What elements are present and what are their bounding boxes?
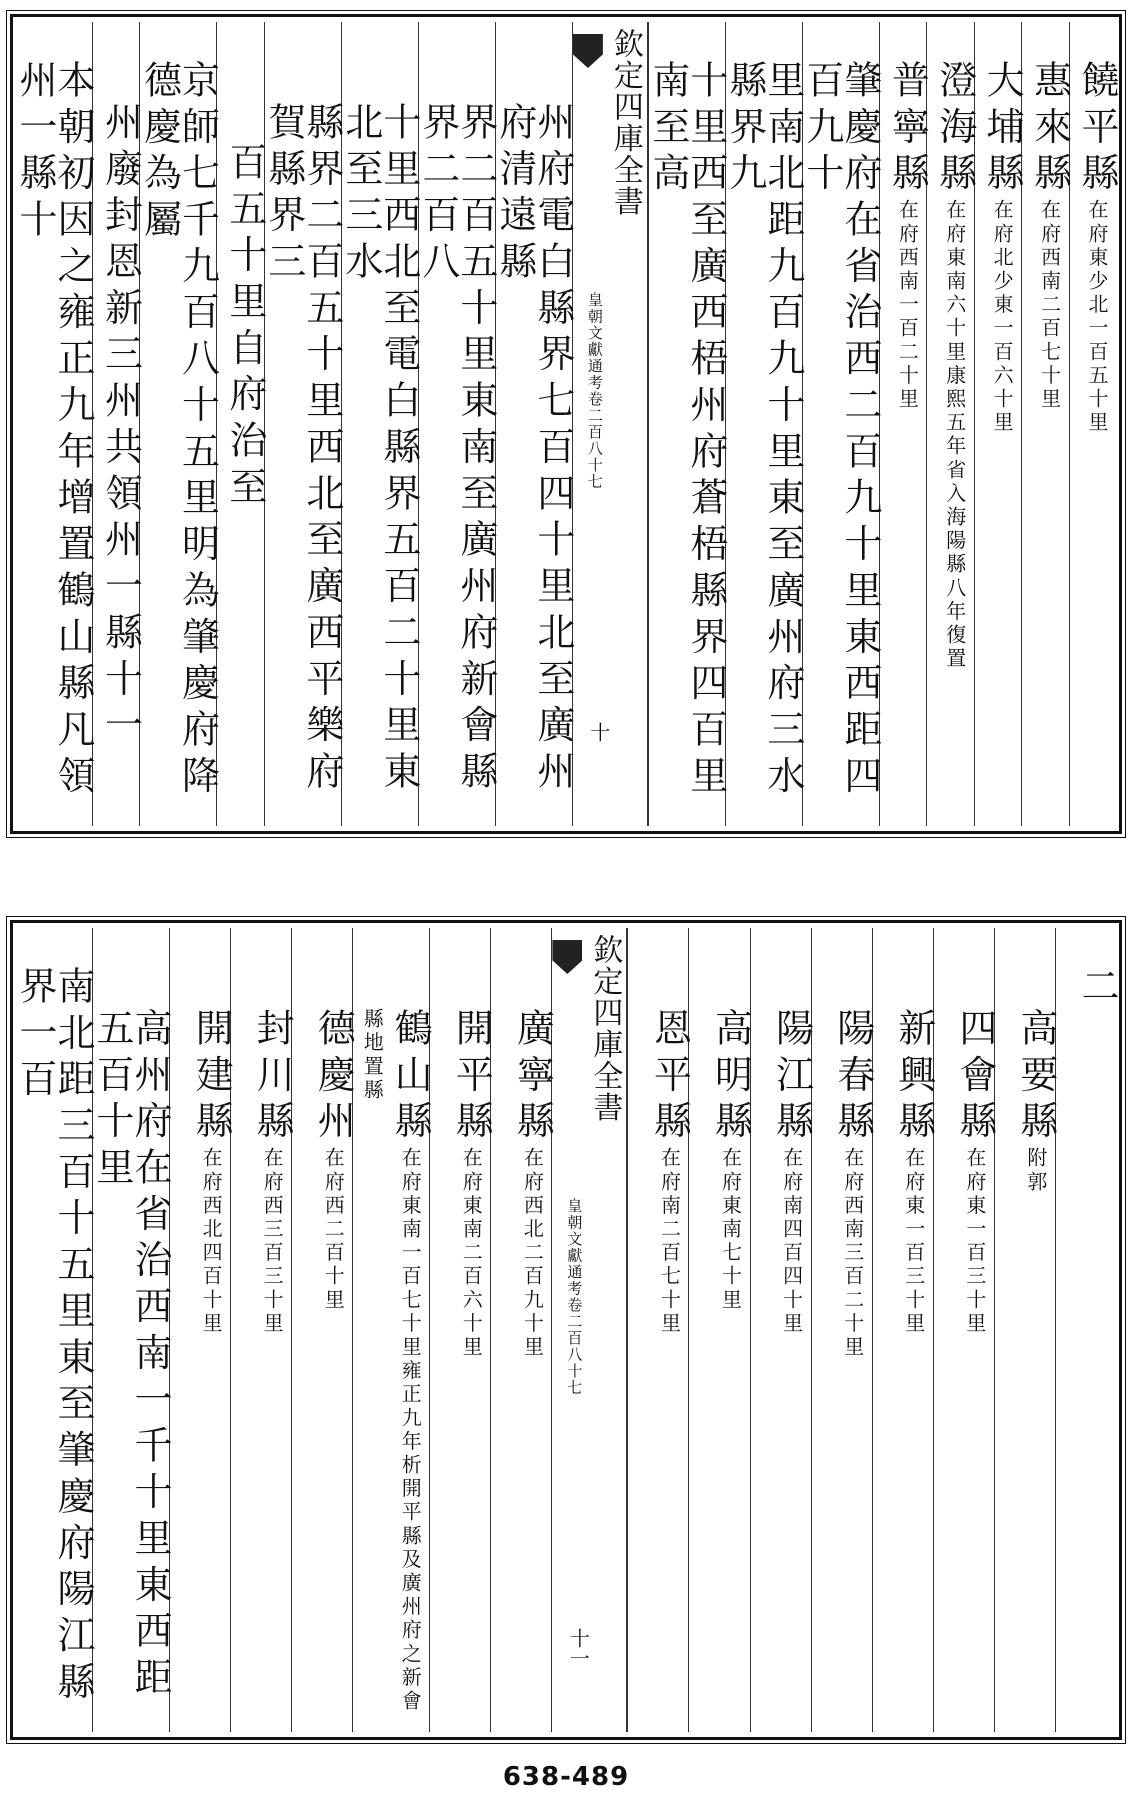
text-column: 縣界二百五十里西北至廣西平樂府賀縣界三 — [264, 22, 341, 826]
text-column: 封川縣在府西三百三十里 — [230, 928, 291, 1732]
leaf-number: 十一 — [566, 1628, 591, 1668]
text-column: 南北距三百十五里東至肇慶府陽江縣界一百 — [12, 966, 95, 1708]
text-column: 高州府在省治西南一千十里東西距五百十里 — [92, 928, 169, 1732]
text-column: 四會縣在府東一百三十里 — [933, 928, 994, 1732]
text-column: 里南北距九百九十里東至廣州府三水縣界九 — [725, 22, 802, 826]
text-column: 肇慶府在省治西二百九十里東西距四百九十 — [802, 22, 879, 826]
text-column: 州廢封恩新三州共領州一縣十一 — [92, 22, 139, 826]
text-column: 澄海縣在府東南六十里康熙五年省入海陽縣八年復置 — [926, 22, 973, 826]
text-columns — [13, 22, 1119, 826]
text-column: 饒平縣在府東少北一百五十里 — [1069, 22, 1116, 826]
text-column: 十里西至廣西梧州府蒼梧縣界四百里南至高 — [648, 22, 725, 826]
text-column: 惠來縣在府西南二百七十里 — [1021, 22, 1068, 826]
text-column: 開建縣在府西北四百十里 — [169, 928, 230, 1732]
text-column: 十里西北至電白縣界五百二十里東北至三水 — [341, 22, 418, 826]
book-title: 欽定四庫全書 — [607, 28, 643, 217]
text-column: 二 — [1055, 928, 1116, 1732]
text-column: 鶴山縣在府東南一百七十里雍正九年析開平縣及廣州府之新會縣地置縣 — [352, 928, 429, 1732]
text-column: 大埔縣在府北少東一百六十里 — [974, 22, 1021, 826]
text-column: 高要縣附郭 — [994, 928, 1055, 1732]
text-column: 陽江縣在府南四百四十里 — [750, 928, 811, 1732]
source-note: 皇朝文獻通考卷二百八十七 — [565, 1198, 584, 1396]
text-column: 高明縣在府東南七十里 — [688, 928, 749, 1732]
book-title: 欽定四庫全書 — [587, 934, 623, 1123]
text-column: 陽春縣在府西南三百二十里 — [811, 928, 872, 1732]
text-column: 普寧縣在府西南一百二十里 — [879, 22, 926, 826]
center-gutter — [551, 928, 627, 1732]
center-gutter — [572, 22, 648, 826]
text-column: 百五十里自府治至 — [216, 22, 263, 826]
text-column: 廣寧縣在府西北二百九十里 — [490, 928, 551, 1732]
text-column: 界二百五十里東南至廣州府新會縣界二百八 — [418, 22, 495, 826]
page-panel-top — [10, 14, 1122, 834]
text-column: 京師七千九百八十五里明為肇慶府降德慶為屬 — [139, 22, 216, 826]
text-column: 新興縣在府東一百三十里 — [872, 928, 933, 1732]
page-panel-bottom — [10, 920, 1122, 1740]
text-column: 德慶州在府西二百十里 — [291, 928, 352, 1732]
text-column: 州府電白縣界七百四十里北至廣州府清遠縣 — [495, 22, 572, 826]
text-columns — [12, 928, 1119, 1732]
leaf-number: 十 — [586, 722, 611, 742]
text-column: 開平縣在府東南二百六十里 — [429, 928, 490, 1732]
text-column: 恩平縣在府南二百七十里 — [627, 928, 688, 1732]
fish-tail-mark — [573, 34, 603, 68]
source-note: 皇朝文獻通考卷二百八十七 — [585, 292, 604, 490]
text-column: 本朝初因之雍正九年增置鶴山縣凡領州一縣十 — [13, 60, 96, 802]
page-number: 638-489 — [502, 1762, 630, 1792]
fish-tail-mark — [552, 940, 582, 974]
